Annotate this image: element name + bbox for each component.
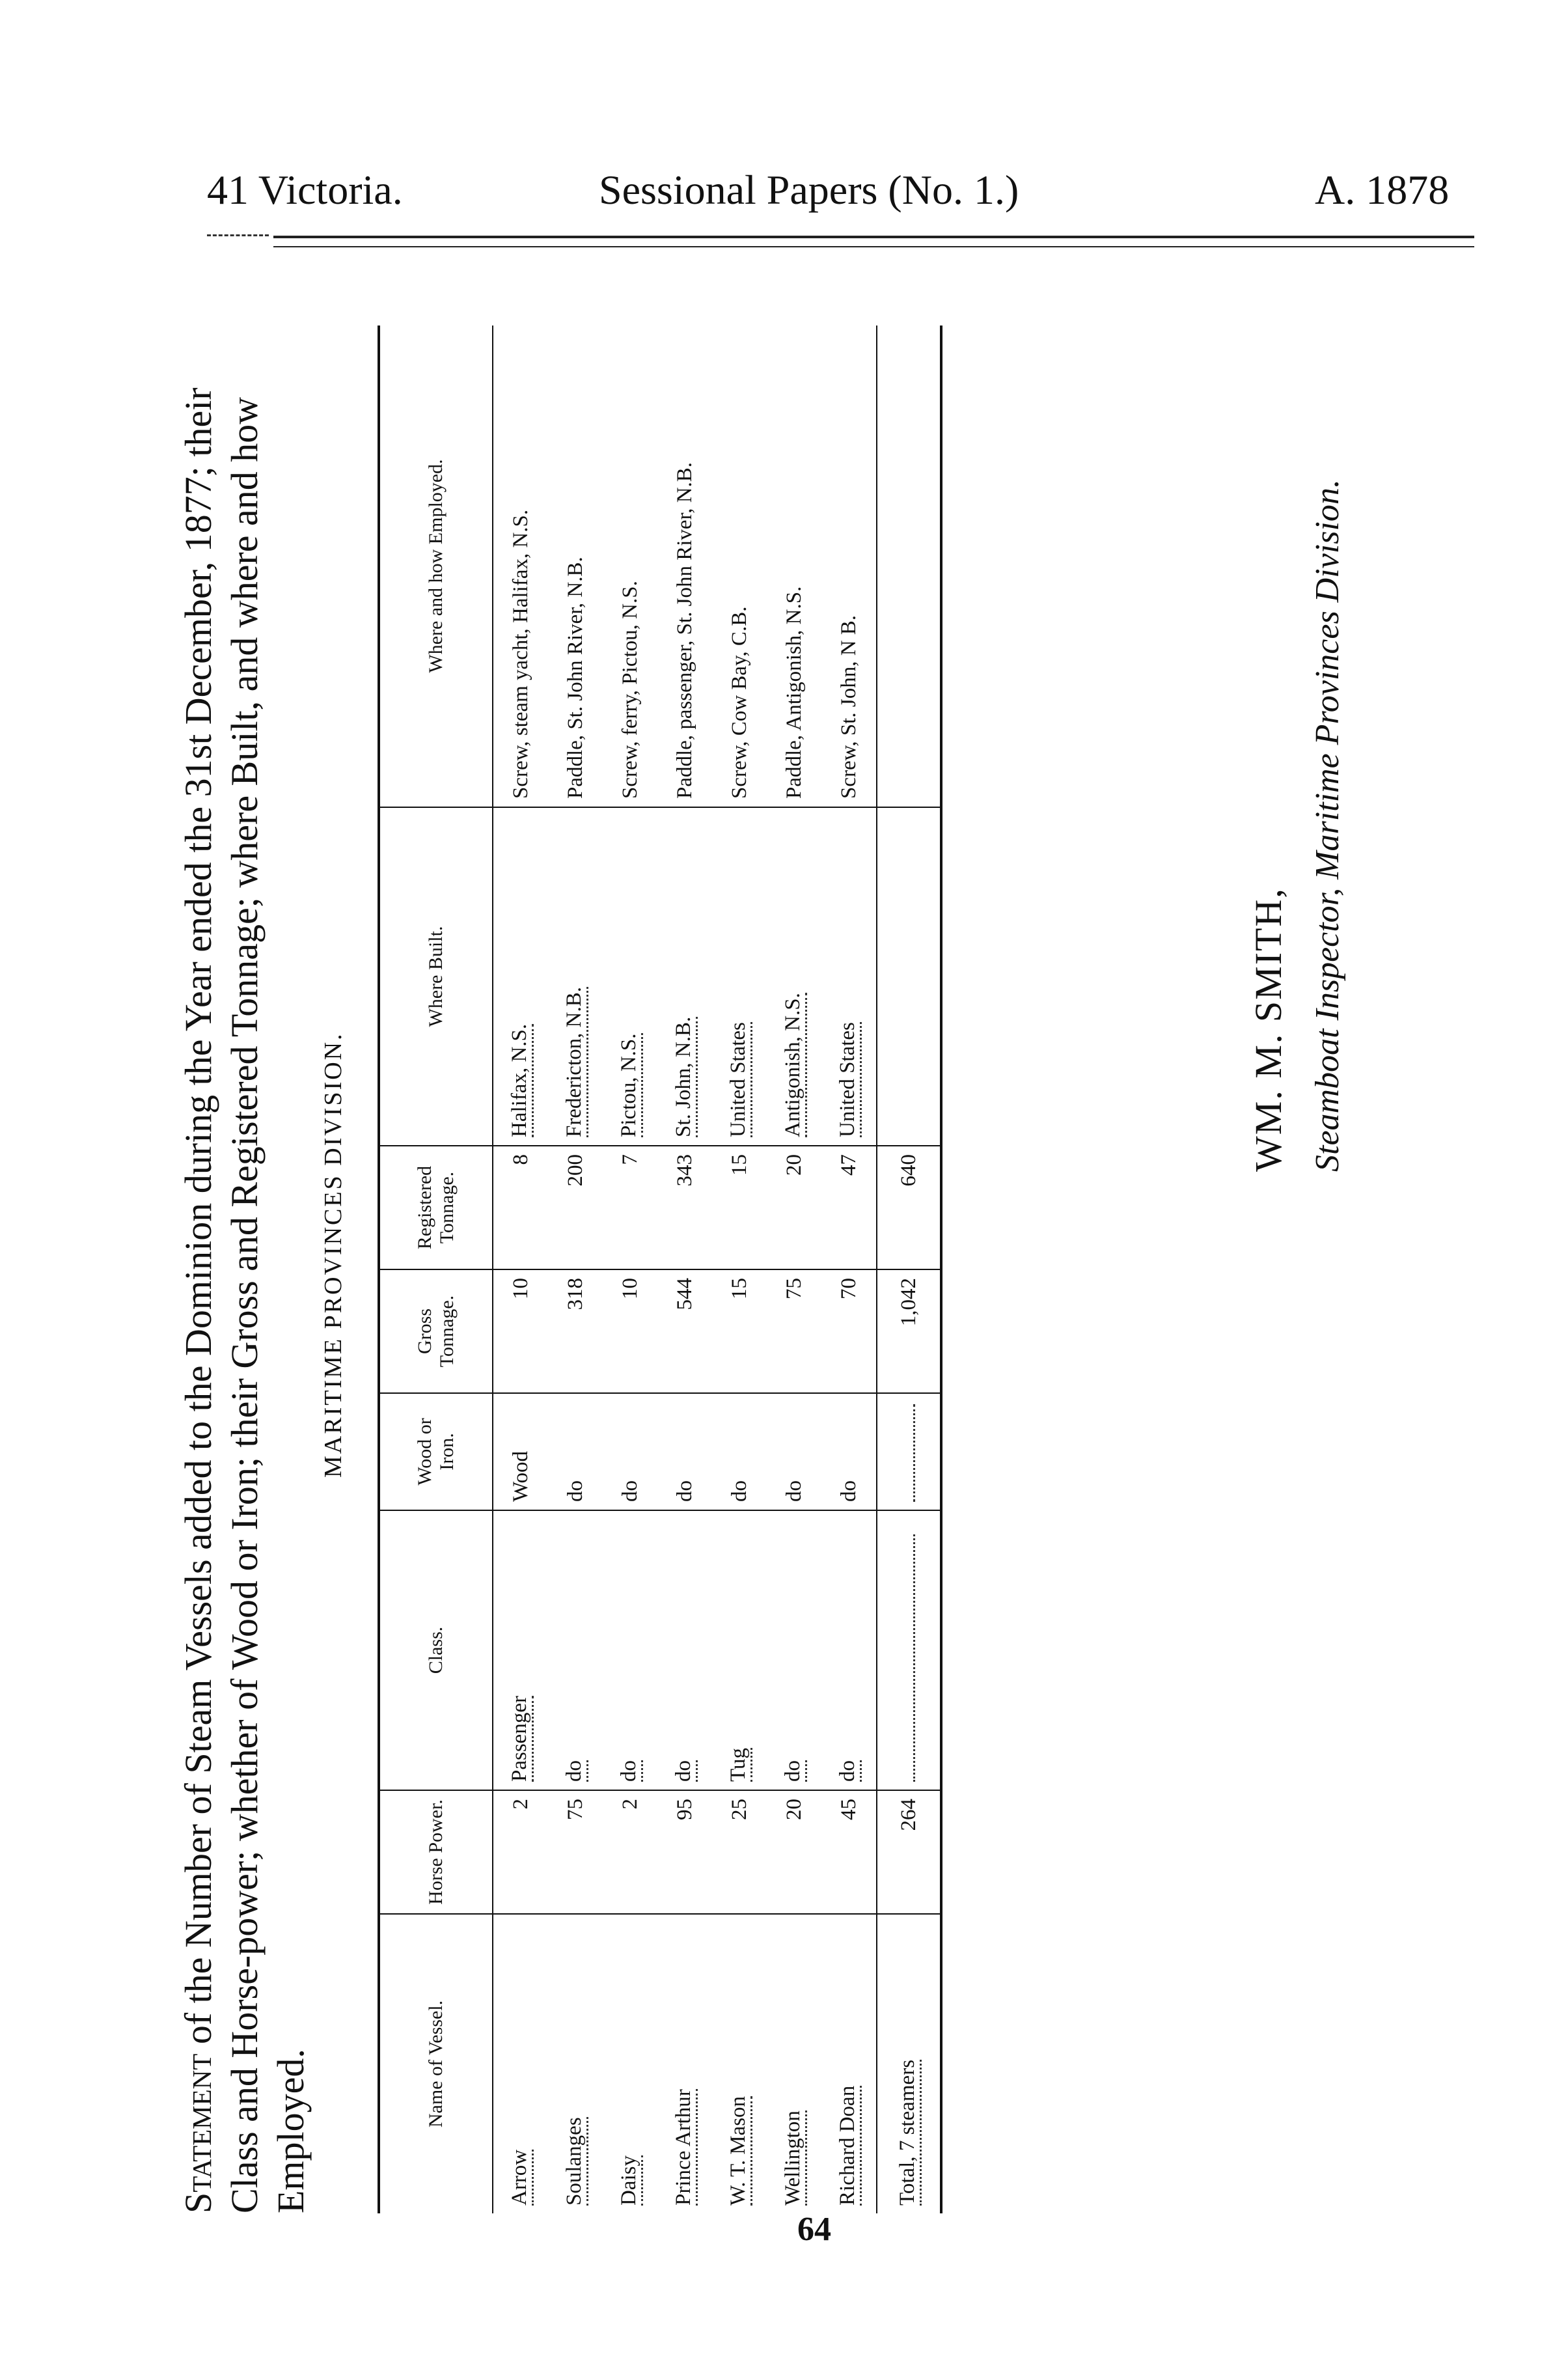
total-registered-tonnage: 640	[877, 1146, 941, 1269]
header-rule-thick	[273, 236, 1474, 238]
total-class-blank	[877, 1510, 941, 1790]
where-employed: Screw, ferry, Pictou, N.S.	[603, 325, 657, 807]
header-title: Sessional Papers (No. 1.)	[599, 167, 1019, 213]
wood-or-iron: do	[603, 1393, 657, 1510]
where-built: Fredericton, N.B.	[548, 807, 603, 1146]
signature-name: WM. M. SMITH,	[1247, 887, 1289, 1172]
gross-tonnage: 10	[493, 1269, 548, 1393]
vessel-class: do	[603, 1510, 657, 1790]
total-wood-blank	[877, 1393, 941, 1510]
gross-tonnage: 70	[821, 1269, 877, 1393]
horse-power: 25	[712, 1790, 767, 1914]
total-built-blank	[877, 807, 941, 1146]
col-class: Class.	[379, 1510, 493, 1790]
vessel-name: Soulanges	[548, 1914, 603, 2213]
vessel-class: Passenger	[493, 1510, 548, 1790]
vessel-name: Prince Arthur	[657, 1914, 712, 2213]
header-rule-thin	[273, 246, 1474, 247]
table-row	[821, 325, 877, 2213]
gross-tonnage: 544	[657, 1269, 712, 1393]
horse-power: 95	[657, 1790, 712, 1914]
horse-power: 20	[767, 1790, 821, 1914]
table-row	[712, 325, 767, 2213]
registered-tonnage: 20	[767, 1146, 821, 1269]
where-built: Antigonish, N.S.	[767, 807, 821, 1146]
title-text: of the Number of Steam Vessels added to the Dominion during the Year ended the 31st December, 1877; their Class and Horse-power; whether of Wood or Iron; their Gross and Registered Tonnage; where Built, and where and how Employed.	[177, 387, 312, 2213]
gross-tonnage: 10	[603, 1269, 657, 1393]
registered-tonnage: 343	[657, 1146, 712, 1269]
where-employed: Paddle, Antigonish, N.S.	[767, 325, 821, 807]
where-employed: Screw, steam yacht, Halifax, N.S.	[493, 325, 548, 807]
wood-or-iron: do	[657, 1393, 712, 1510]
wood-or-iron: do	[767, 1393, 821, 1510]
vessel-class: do	[821, 1510, 877, 1790]
table-row	[548, 325, 603, 2213]
signature-title: Steamboat Inspector, Maritime Provinces Division.	[1309, 479, 1346, 1172]
col-gross: Gross Tonnage.	[379, 1269, 493, 1393]
table-header-row	[379, 325, 493, 2213]
vessels-table	[378, 325, 942, 2213]
where-built: St. John, N.B.	[657, 807, 712, 1146]
where-employed: Paddle, passenger, St. John River, N.B.	[657, 325, 712, 807]
table-row	[657, 325, 712, 2213]
total-gross-tonnage: 1,042	[877, 1269, 941, 1393]
col-name: Name of Vessel.	[379, 1914, 493, 2213]
table-row	[767, 325, 821, 2213]
header-dash-rule	[207, 234, 269, 236]
registered-tonnage: 7	[603, 1146, 657, 1269]
col-where-built: Where Built.	[379, 807, 493, 1146]
where-built: United States	[712, 807, 767, 1146]
col-employed: Where and how Employed.	[379, 325, 493, 807]
registered-tonnage: 47	[821, 1146, 877, 1269]
registered-tonnage: 8	[493, 1146, 548, 1269]
col-registered: Registered Tonnage.	[379, 1146, 493, 1269]
header-volume: 41 Victoria.	[207, 167, 403, 213]
gross-tonnage: 15	[712, 1269, 767, 1393]
total-horse-power: 264	[877, 1790, 941, 1914]
where-employed: Screw, St. John, N B.	[821, 325, 877, 807]
table-row	[603, 325, 657, 2213]
vessel-name: W. T. Mason	[712, 1914, 767, 2213]
where-built: United States	[821, 807, 877, 1146]
where-built: Halifax, N.S.	[493, 807, 548, 1146]
running-header	[0, 166, 1568, 225]
vessel-name: Arrow	[493, 1914, 548, 2213]
division-heading: MARITIME PROVINCES DIVISION.	[320, 1032, 347, 1478]
vessel-class: do	[548, 1510, 603, 1790]
vessel-name: Richard Doan	[821, 1914, 877, 2213]
header-year: A. 1878	[1315, 167, 1450, 213]
total-employed-blank	[877, 325, 941, 807]
horse-power: 75	[548, 1790, 603, 1914]
vessel-class: do	[767, 1510, 821, 1790]
gross-tonnage: 318	[548, 1269, 603, 1393]
wood-or-iron: do	[821, 1393, 877, 1510]
horse-power: 45	[821, 1790, 877, 1914]
gross-tonnage: 75	[767, 1269, 821, 1393]
total-row	[877, 325, 941, 2213]
wood-or-iron: Wood	[493, 1393, 548, 1510]
vessel-class: Tug	[712, 1510, 767, 1790]
where-employed: Paddle, St. John River, N.B.	[548, 325, 603, 807]
registered-tonnage: 200	[548, 1146, 603, 1269]
wood-or-iron: do	[712, 1393, 767, 1510]
where-employed: Screw, Cow Bay, C.B.	[712, 325, 767, 807]
statement-title	[176, 325, 314, 2213]
col-wood-iron: Wood or Iron.	[379, 1393, 493, 1510]
vessel-class: do	[657, 1510, 712, 1790]
wood-or-iron: do	[548, 1393, 603, 1510]
registered-tonnage: 15	[712, 1146, 767, 1269]
horse-power: 2	[603, 1790, 657, 1914]
title-lead: Statement	[177, 2053, 219, 2213]
col-horse-power: Horse Power.	[379, 1790, 493, 1914]
vessel-name: Wellington	[767, 1914, 821, 2213]
vessel-name: Daisy	[603, 1914, 657, 2213]
total-label: Total, 7 steamers	[877, 1914, 941, 2213]
where-built: Pictou, N.S.	[603, 807, 657, 1146]
rotated-statement	[163, 260, 1399, 2226]
horse-power: 2	[493, 1790, 548, 1914]
page-number: 64	[797, 2211, 831, 2248]
table-row	[493, 325, 548, 2213]
